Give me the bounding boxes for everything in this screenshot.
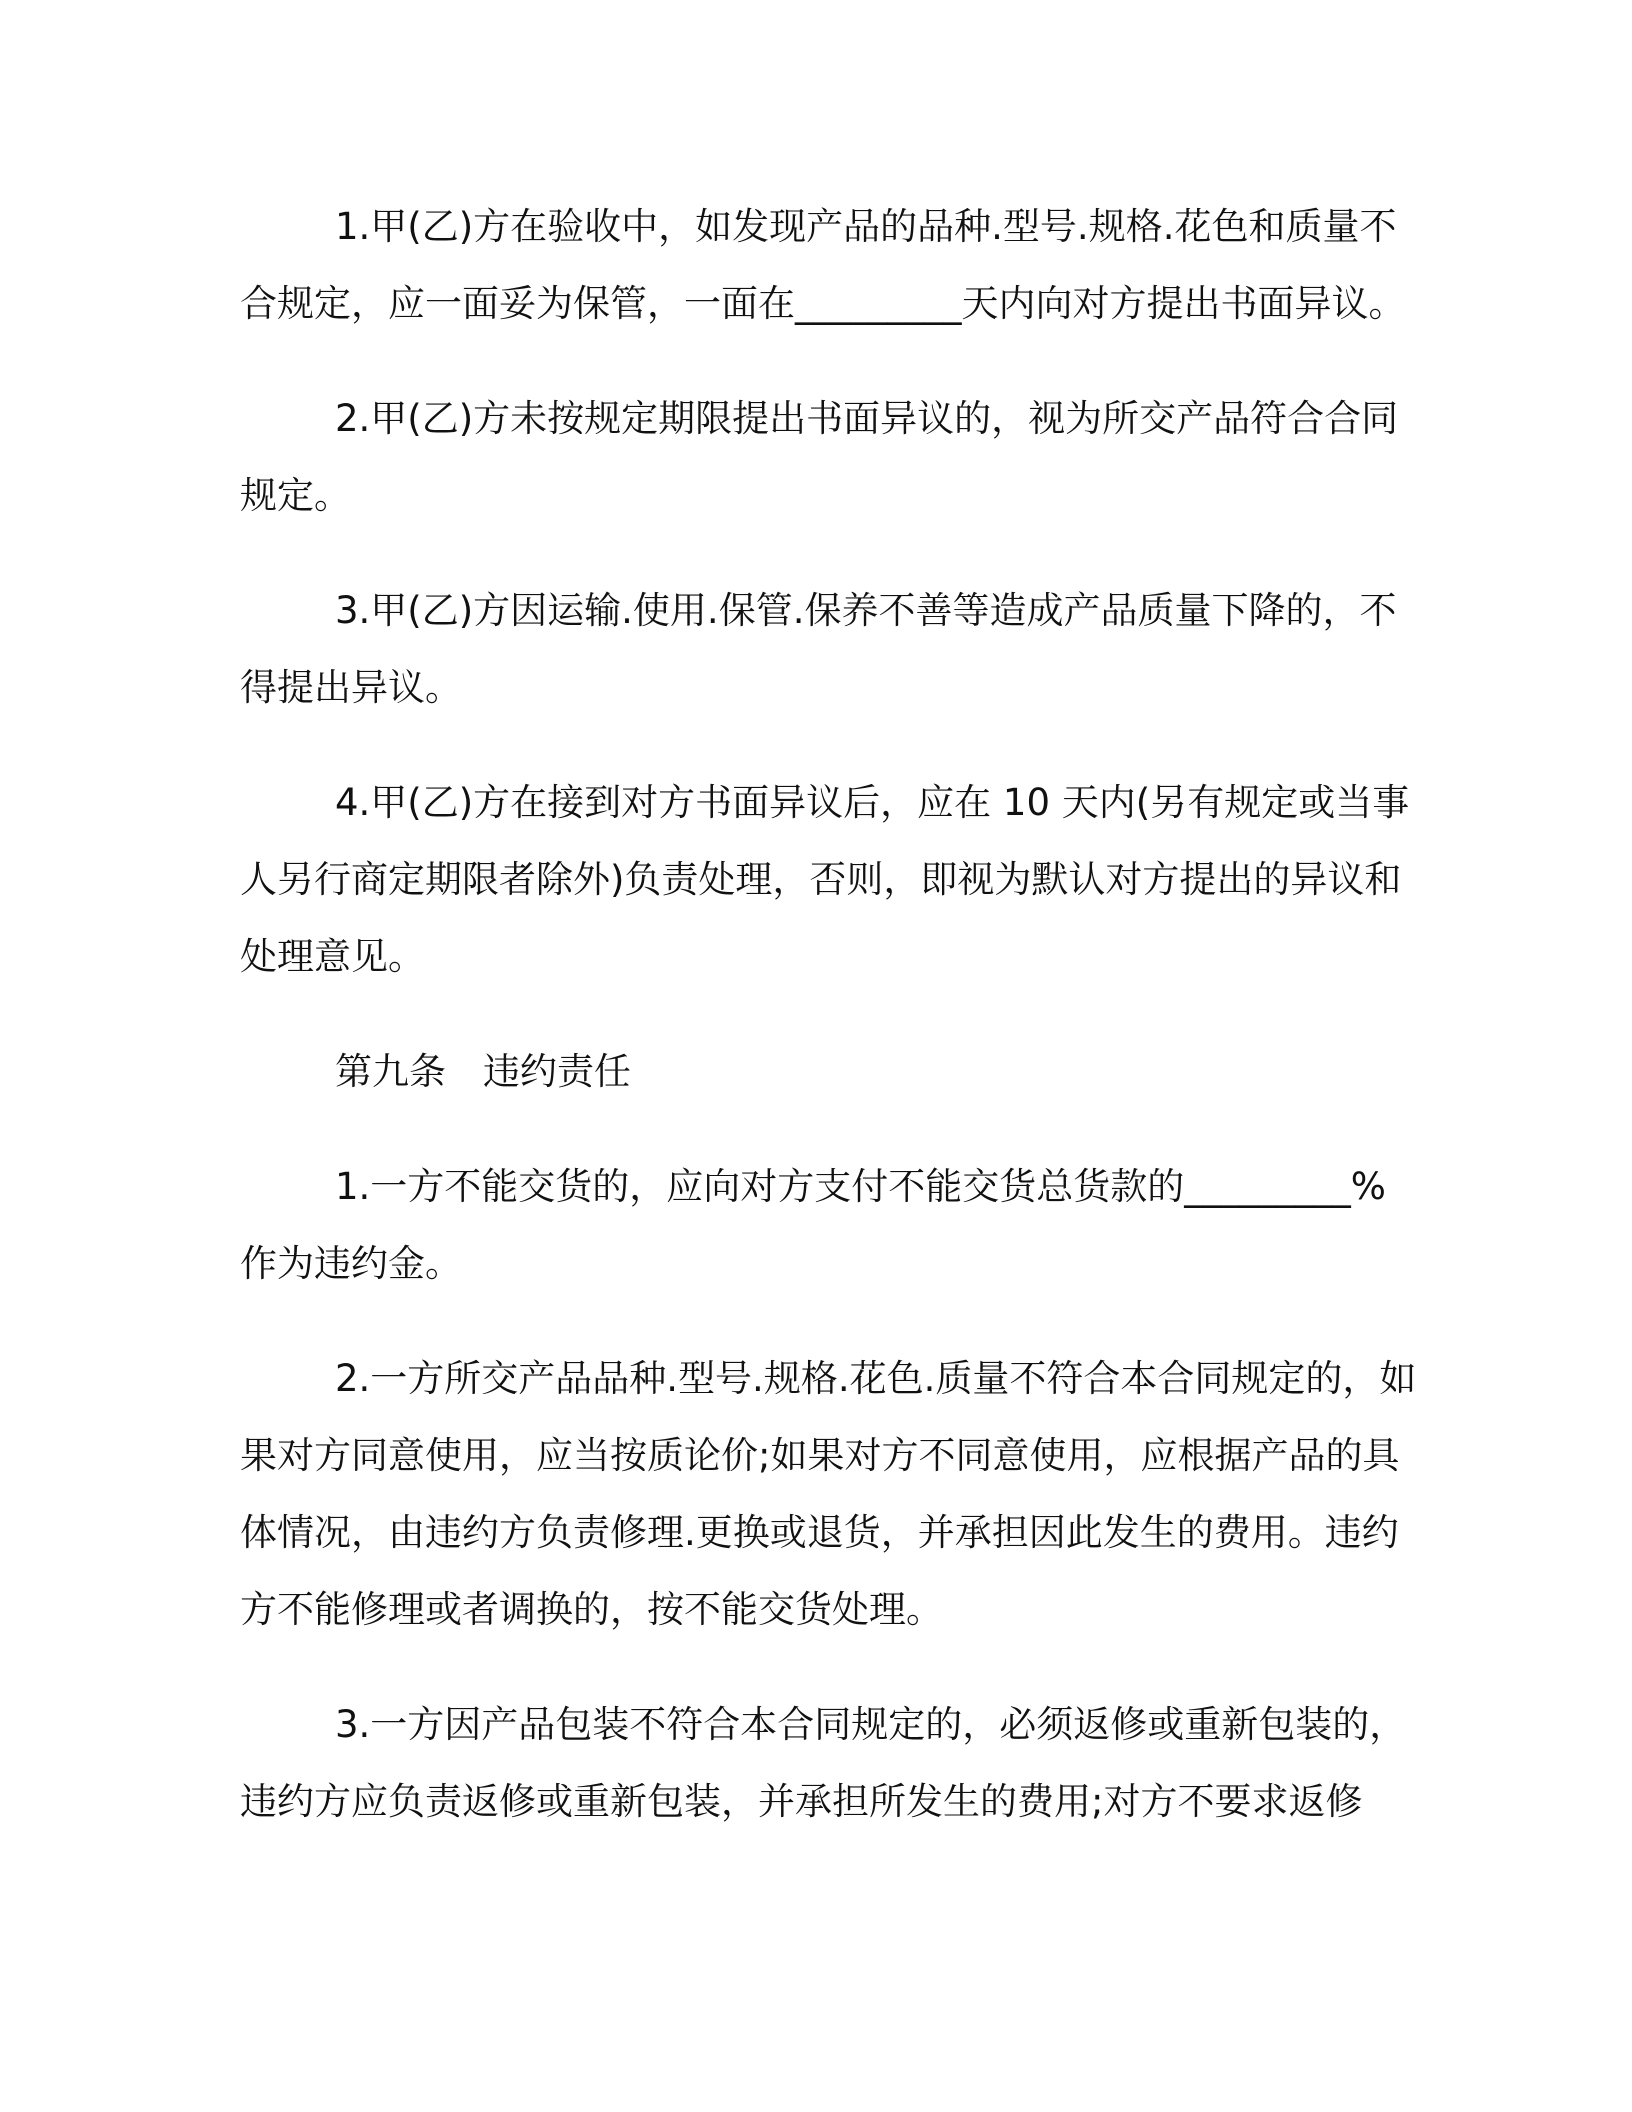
paragraph-quality-decline: 3.甲(乙)方因运输.使用.保管.保养不善等造成产品质量下降的，不得提出异议。 — [240, 589, 1397, 709]
document-body — [240, 188, 1420, 1840]
paragraph-objection-inspection: 1.甲(乙)方在验收中，如发现产品的品种.型号.规格.花色和质量不合规定，应一面妥为保管，一面在_________天内向对方提出书面异议。 — [240, 205, 1406, 325]
section-heading-liability: 第九条 违约责任 — [335, 1050, 631, 1093]
paragraph-objection-deadline: 2.甲(乙)方未按规定期限提出书面异议的，视为所交产品符合合同规定。 — [240, 397, 1399, 517]
paragraph-packaging: 3.一方因产品包装不符合本合同规定的，必须返修或重新包装的，违约方应负责返修或重新包装，并承担所发生的费用;对方不要求返修 — [240, 1703, 1407, 1823]
paragraph-objection-handling: 4.甲(乙)方在接到对方书面异议后，应在 10 天内(另有规定或当事人另行商定期限者除外)负责处理，否则，即视为默认对方提出的异议和处理意见。 — [240, 781, 1410, 978]
paragraph-nonconforming-products: 2.一方所交产品品种.型号.规格.花色.质量不符合本合同规定的，如果对方同意使用，应当按质论价;如果对方不同意使用，应根据产品的具体情况，由违约方负责修理.更换或退货，并承担因此发生的费用。违约方不能修理或者调换的，按不能交货处理。 — [240, 1357, 1417, 1631]
paragraph-non-delivery: 1.一方不能交货的，应向对方支付不能交货总货款的_________%作为违约金。 — [240, 1165, 1386, 1285]
